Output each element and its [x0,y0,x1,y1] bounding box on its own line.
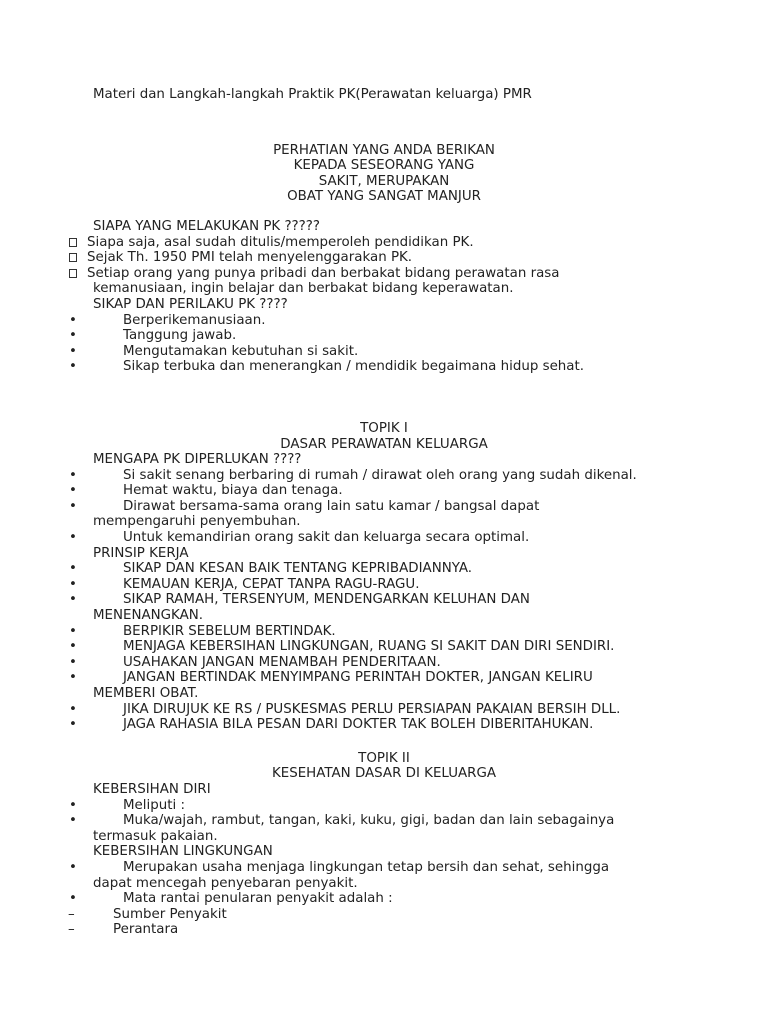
list-item: • KEMAUAN KERJA, CEPAT TANPA RAGU-RAGU. [69,576,420,592]
bullet-icon: • [69,670,77,686]
list-item: • USAHAKAN JANGAN MENAMBAH PENDERITAAN. [69,654,441,670]
list-item: • Sikap terbuka dan menerangkan / mendidik begaimana hidup sehat. [69,359,585,375]
topic-label: TOPIK I [360,420,408,436]
list-item: – Perantara [68,922,179,938]
bullet-icon: • [69,639,77,655]
list-item: • BERPIKIR SEBELUM BERTINDAK. [69,623,336,639]
list-item-continuation: MENENANGKAN. [93,608,204,624]
motto-line: KEPADA SESEORANG YANG [293,158,475,174]
bullet-icon: • [69,859,77,875]
section-heading: MENGAPA PK DIPERLUKAN ???? [93,452,302,468]
list-item: • Hemat waktu, biaya dan tenaga. [69,483,343,499]
list-item: • JANGAN BERTINDAK MENYIMPANG PERINTAH DOKTER, JANGAN KELIRU [69,670,593,686]
list-item: – Sumber Penyakit [68,906,227,922]
bullet-icon: • [69,623,77,639]
topic-title: KESEHATAN DASAR DI KELUARGA [271,766,497,782]
motto-line: OBAT YANG SANGAT MANJUR [287,189,481,205]
bullet-icon: • [69,891,77,907]
list-item: • Dirawat bersama-sama orang lain satu kamar / bangsal dapat [69,498,540,514]
document-title: Materi dan Langkah-langkah Praktik PK(Perawatan keluarga) PMR [93,87,532,102]
list-item: • Untuk kemandirian orang sakit dan keluarga secara optimal. [69,530,530,546]
section-heading: KEBERSIHAN LINGKUNGAN [93,844,273,860]
list-item: • Mengutamakan kebutuhan si sakit. [69,343,359,359]
motto-line: SAKIT, MERUPAKAN [318,173,450,189]
checkbox-square-icon [69,266,77,282]
list-item-continuation: mempengaruhi penyembuhan. [93,514,301,530]
list-item: • SIKAP RAMAH, TERSENYUM, MENDENGARKAN KELUHAN DAN [69,592,530,608]
bullet-icon: • [69,797,77,813]
list-item-continuation: MEMBERI OBAT. [93,686,199,701]
list-item: • Tanggung jawab. [69,328,237,344]
list-item: • Berperikemanusiaan. [69,312,266,328]
list-item: • JAGA RAHASIA BILA PESAN DARI DOKTER TAK BOLEH DIBERITAHUKAN. [69,717,594,733]
bullet-icon: • [69,343,77,359]
topic-label: TOPIK II [358,750,410,766]
document-page [0,87,768,938]
bullet-icon: • [69,701,77,717]
section-heading: SIKAP DAN PERILAKU PK ???? [93,296,288,312]
section-heading: KEBERSIHAN DIRI [93,781,211,797]
list-item: Setiap orang yang punya pribadi dan berbakat bidang perawatan rasa [0,266,768,282]
list-item: • MENJAGA KEBERSIHAN LINGKUNGAN, RUANG SI SAKIT DAN DIRI SENDIRI. [69,639,615,655]
list-item: • Si sakit senang berbaring di rumah / dirawat oleh orang yang sudah dikenal. [69,467,637,483]
list-item: • Mata rantai penularan penyakit adalah : [69,891,393,907]
list-item-continuation: termasuk pakaian. [93,828,218,844]
list-item: • Merupakan usaha menjaga lingkungan tetap bersih dan sehat, sehingga [69,859,610,875]
dash-icon: – [68,922,75,938]
list-item: • Muka/wajah, rambut, tangan, kaki, kuku, gigi, badan dan lain sebagainya [69,813,615,829]
bullet-icon: • [69,359,77,375]
section-heading: PRINSIP KERJA [93,545,189,561]
bullet-icon: • [69,498,77,514]
bullet-icon: • [69,654,77,670]
bullet-icon: • [69,530,77,546]
list-item: • Meliputi : [69,797,185,813]
bullet-icon: • [69,576,77,592]
bullet-icon: • [69,328,77,344]
list-item-continuation: dapat mencegah penyebaran penyakit. [93,875,358,891]
bullet-icon: • [69,467,77,483]
topic-title: DASAR PERAWATAN KELUARGA [280,436,488,452]
bullet-icon: • [69,483,77,499]
list-item: Sejak Th. 1950 PMI telah menyelenggarakan PK. [0,250,768,266]
list-item: Siapa saja, asal sudah ditulis/memperoleh pendidikan PK. [0,235,768,251]
list-item: • JIKA DIRUJUK KE RS / PUSKESMAS PERLU PERSIAPAN PAKAIAN BERSIH DLL. [69,701,621,717]
motto-line: PERHATIAN YANG ANDA BERIKAN [273,142,495,158]
section-heading: SIAPA YANG MELAKUKAN PK ????? [93,218,320,234]
list-item-continuation: kemanusiaan, ingin belajar dan berbakat bidang keperawatan. [93,281,514,297]
dash-icon: – [68,906,75,922]
checkbox-square-icon [69,250,77,266]
bullet-icon: • [69,592,77,608]
bullet-icon: • [69,312,77,328]
list-item: • SIKAP DAN KESAN BAIK TENTANG KEPRIBADIANNYA. [69,561,473,577]
checkbox-square-icon [69,235,77,251]
bullet-icon: • [69,813,77,829]
bullet-icon: • [69,561,77,577]
bullet-icon: • [69,717,77,733]
